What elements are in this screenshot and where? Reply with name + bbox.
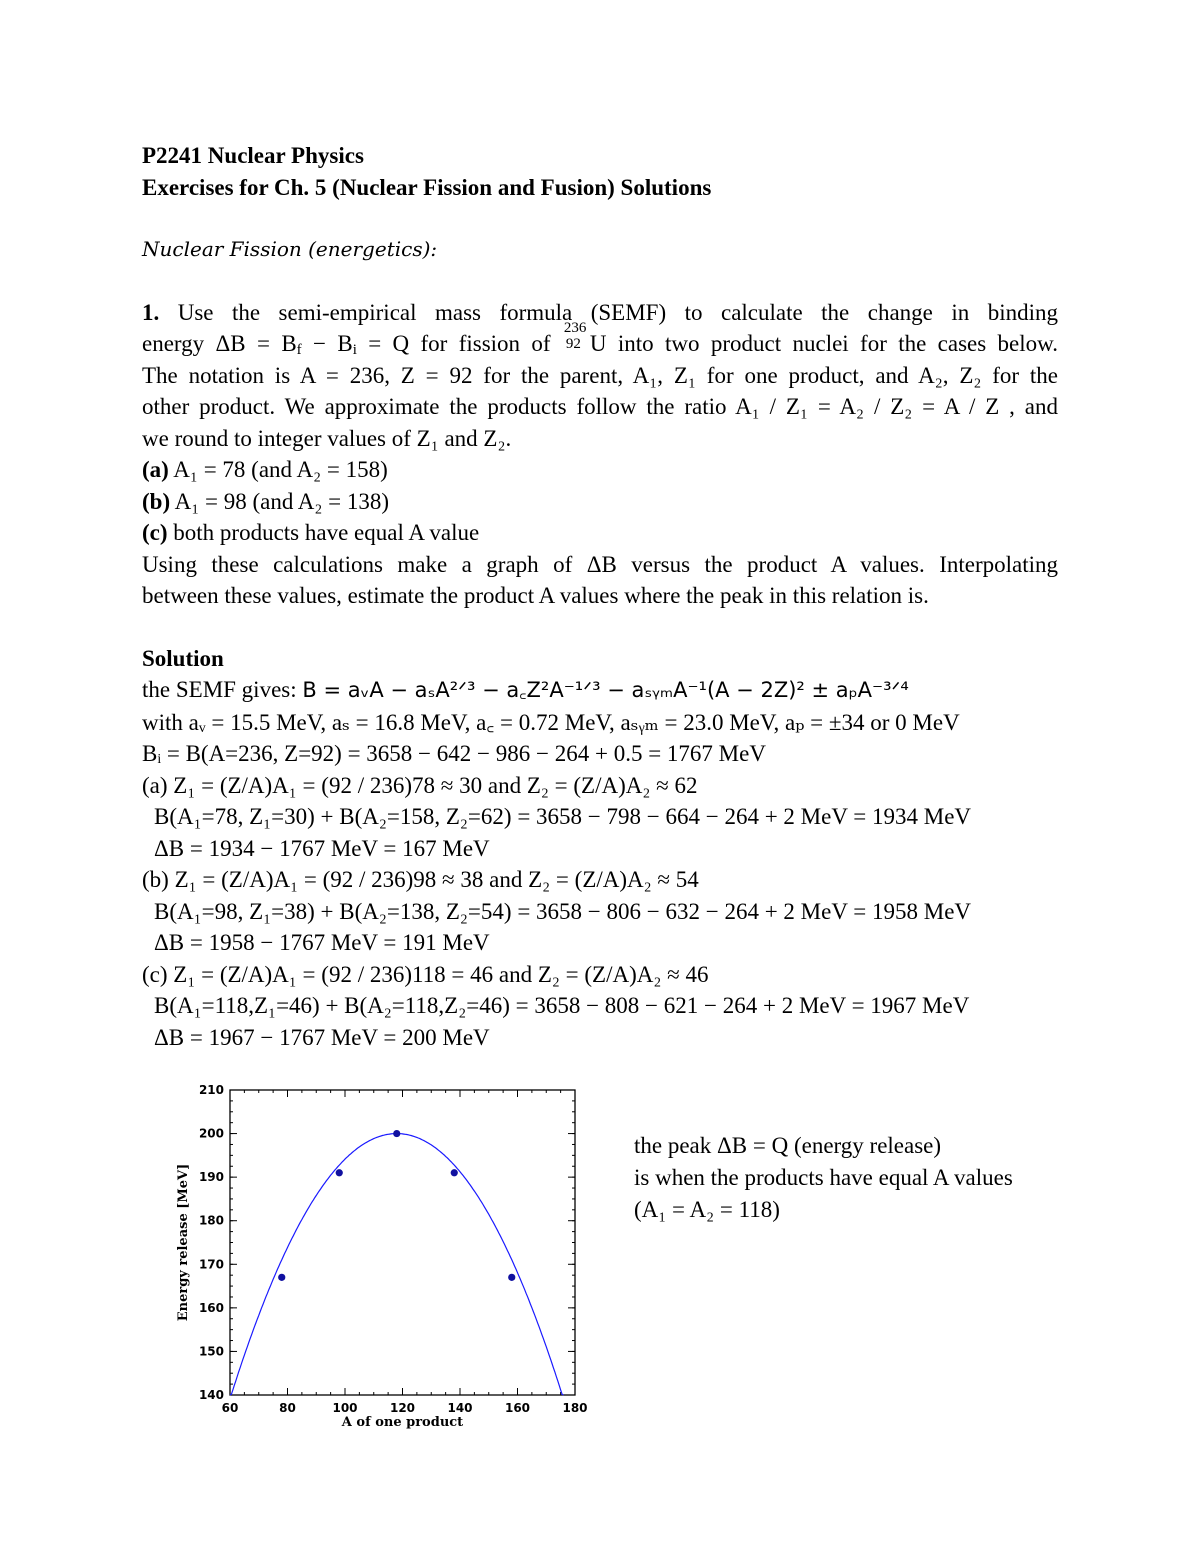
case-c-delta-line: ΔB = 1967 − 1767 MeV = 200 MeV (154, 1024, 490, 1050)
case-b-delta-line: ΔB = 1958 − 1767 MeV = 191 MeV (154, 930, 490, 955)
problem-line-5: we round to integer values of Z₁ and Z₂. (142, 425, 512, 451)
x-axis-label: A of one product (341, 1415, 464, 1430)
data-point (336, 1169, 343, 1176)
exercise-title: Exercises for Ch. 5 (Nuclear Fission and Fusion) Solutions (142, 174, 712, 200)
peak-note-line-2: is when the products have equal A values (634, 1165, 1013, 1190)
y-tick-label: 180 (198, 1213, 224, 1228)
energy-release-chart (170, 1075, 610, 1435)
x-tick-label: 100 (332, 1401, 358, 1415)
case-a-binding-line: B(A₁=78, Z₁=30) + B(A₂=158, Z₂=62) = 3658 − 798 − 664 − 264 + 2 MeV = 1934 MeV (154, 804, 972, 829)
uranium-nuclide: 236 92 (563, 320, 587, 352)
x-tick-label: 160 (504, 1401, 531, 1415)
case-a: (a) A₁ = 78 (and A₂ = 158) (142, 457, 388, 482)
case-a-z-line: (a) Z₁ = (Z/A)A₁ = (92 / 236)78 ≈ 30 and Z₂ = (Z/A)A₂ ≈ 62 (142, 772, 698, 798)
problem-line-4: other product. We approximate the products follow the ratio A₁ / Z₁ = A₂ / Z₂ = A / Z , and (142, 394, 1058, 419)
y-tick-label: 210 (198, 1083, 224, 1097)
y-tick-label: 190 (198, 1170, 224, 1185)
data-point (278, 1274, 285, 1281)
y-tick-label: 200 (198, 1126, 224, 1141)
case-c: (c) both products have equal A value (142, 520, 480, 545)
data-point (393, 1130, 400, 1137)
case-b-binding-line: B(A₁=98, Z₁=38) + B(A₂=138, Z₂=54) = 3658 − 806 − 632 − 264 + 2 MeV = 1958 MeV (154, 898, 972, 924)
initial-binding-line: Bᵢ = B(A=236, Z=92) = 3658 − 642 − 986 − 264 + 0.5 = 1767 MeV (142, 741, 766, 766)
chart-svg (170, 1075, 610, 1435)
problem-line-2: energy $\Delta B = B_f - B_i = Q$ for fission of 236 92 U into two product nuclei for the cases below. (142, 320, 1059, 358)
case-b-z-line: (b) Z₁ = (Z/A)A₁ = (92 / 236)98 ≈ 38 and Z₂ = (Z/A)A₂ ≈ 54 (142, 867, 699, 892)
x-tick-label: 120 (389, 1401, 416, 1415)
problem-line-1: 1. Use the semi-empirical mass formula (SEMF) to calculate the change in binding (142, 299, 1058, 325)
plot-frame (230, 1090, 575, 1395)
peak-note (634, 1130, 1074, 1226)
semf-formula: B = aᵥA − aₛA²ᐟ³ − a꜀Z²A⁻¹ᐟ³ − aₛᵧₘA⁻¹(A − 2Z)² ± aₚA⁻³ᐟ⁴ (302, 678, 909, 702)
peak-note-line-3: (A₁ = A₂ = 118) (634, 1197, 780, 1222)
data-point (508, 1274, 515, 1281)
problem-line-10: between these values, estimate the product A values where the peak in this relation is. (142, 583, 929, 608)
case-a-delta-line: ΔB = 1934 − 1767 MeV = 167 MeV (154, 835, 490, 861)
case-c-binding-line: B(A₁=118,Z₁=46) + B(A₂=118,Z₂=46) = 3658 − 808 − 621 − 264 + 2 MeV = 1967 MeV (154, 993, 970, 1018)
section-heading: Nuclear Fission (energetics): (142, 237, 438, 261)
data-point (451, 1169, 458, 1176)
x-tick-label: 80 (279, 1401, 296, 1415)
constants-line: with aᵥ = 15.5 MeV, aₛ = 16.8 MeV, a꜀ = 0.72 MeV, aₛᵧₘ = 23.0 MeV, aₚ = ±34 or 0 MeV (142, 709, 960, 735)
case-c-z-line: (c) Z₁ = (Z/A)A₁ = (92 / 236)118 = 46 and Z₂ = (Z/A)A₂ ≈ 46 (142, 961, 709, 987)
problem-line-3: The notation is A = 236, Z = 92 for the parent, A₁, Z₁ for one product, and A₂, Z₂ for the (142, 362, 1058, 388)
problem-line-9: Using these calculations make a graph of ΔB versus the product A values. Interpolating (142, 551, 1058, 577)
y-axis-label: Energy release [MeV] (176, 1163, 191, 1322)
x-tick-label: 60 (221, 1401, 239, 1415)
solution-heading: Solution (142, 645, 224, 671)
case-b: (b) A₁ = 98 (and A₂ = 138) (142, 488, 390, 514)
course-title: P2241 Nuclear Physics (142, 143, 364, 168)
y-tick-label: 170 (198, 1257, 224, 1272)
problem-number: 1. (142, 299, 160, 325)
y-tick-label: 140 (198, 1388, 224, 1402)
y-tick-label: 160 (198, 1300, 224, 1315)
x-tick-label: 140 (447, 1401, 473, 1415)
y-tick-label: 150 (198, 1344, 224, 1359)
peak-note-line-1: the peak ΔB = Q (energy release) (634, 1133, 942, 1158)
x-tick-label: 180 (562, 1401, 588, 1415)
semf-line: the SEMF gives: B = aᵥA − aₛA²ᐟ³ − a꜀Z²A⁻¹ᐟ³ − aₛᵧₘA⁻¹(A − 2Z)² ± aₚA⁻³ᐟ⁴ (142, 677, 909, 702)
fit-curve (230, 1134, 564, 1395)
document (142, 140, 1058, 1053)
